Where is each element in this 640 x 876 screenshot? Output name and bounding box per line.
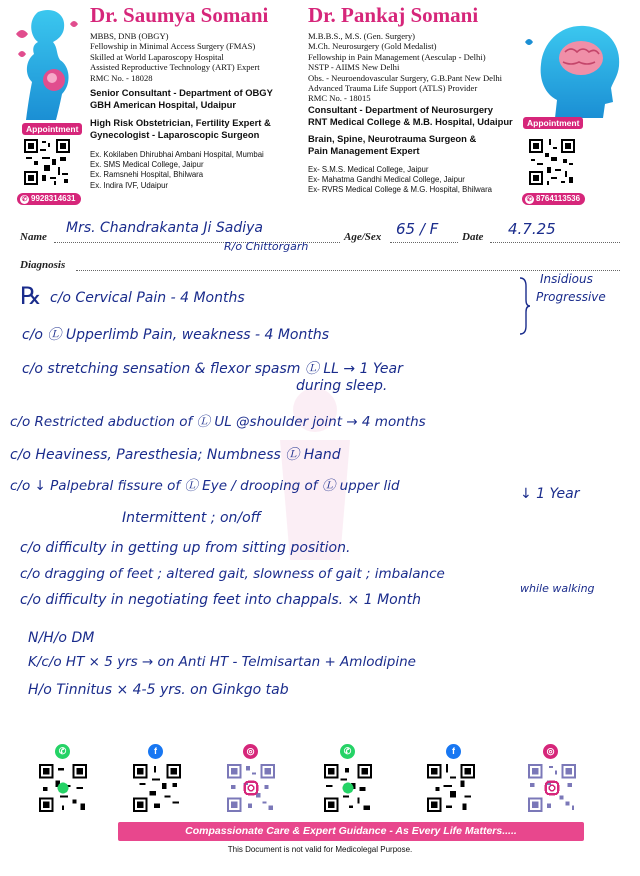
diagnosis-line — [76, 270, 620, 271]
phone-icon: ✆ — [526, 196, 533, 203]
right-doctor-position — [308, 104, 513, 127]
prescription-line: ↓ 1 Year — [520, 486, 580, 502]
specialty-line: Brain, Spine, Neurotrauma Surgeon & — [308, 133, 477, 144]
name-residence: R/o Chittorgarh — [224, 240, 309, 253]
experience-line: Ex- RVRS Medical College & M.G. Hospital, Bhilwara — [308, 185, 493, 195]
specialty-line: Gynecologist - Laparoscopic Surgeon — [90, 128, 260, 140]
date-label: Date — [462, 231, 484, 243]
prescription-line: c/o dragging of feet ; altered gait, slowness of gait ; imbalance — [20, 566, 445, 582]
prescription-line: during sleep. — [296, 378, 388, 394]
side-note-line: Insidious — [540, 272, 593, 286]
age-sex-label: Age/Sex — [344, 231, 382, 243]
left-doctor-position — [90, 87, 273, 110]
credential-line: Skilled at World Laparoscopy Hospital — [90, 51, 224, 62]
right-doctor-credentials — [308, 31, 502, 104]
facebook-qr-code[interactable] — [131, 762, 183, 814]
prescription-line: K/c/o HT × 5 yrs → on Anti HT - Telmisartan + Amlodipine — [28, 654, 416, 670]
prescription-line: c/o ↓ Palpebral fissure of Ⓛ Eye / drooping of Ⓛ upper lid — [10, 478, 400, 494]
experience-line: Ex- Mahatma Gandhi Medical College, Jaipur — [308, 175, 465, 185]
right-doctor-specialty — [308, 133, 476, 156]
instagram-icon: ◎ — [543, 744, 558, 759]
prescription-line: Intermittent ; on/off — [122, 510, 261, 526]
credential-line: Advanced Trauma Life Support (ATLS) Provider — [308, 83, 478, 94]
left-doctor-specialty — [90, 117, 271, 140]
footer-disclaimer: This Document is not valid for Medicolegal Purpose. — [227, 845, 413, 854]
pregnancy-illustration — [8, 4, 88, 120]
rx-symbol: ℞ — [20, 282, 42, 310]
instagram-qr-code[interactable] — [225, 762, 277, 814]
prescription-line: H/o Tinnitus × 4-5 yrs. on Ginkgo tab — [28, 682, 289, 698]
credential-line: MBBS, DNB (OBGY) — [90, 31, 169, 41]
watermark-figure — [250, 380, 380, 560]
left-doctor-credentials — [90, 31, 260, 83]
experience-line: Ex. Indira IVF, Udaipur — [90, 180, 169, 190]
left-doctor-experience — [90, 150, 264, 191]
prescription-line: c/o difficulty in negotiating feet into chappals. × 1 Month — [20, 592, 421, 608]
credential-line: Obs. - Neuroendovascular Surgery, G.B.Pant New Delhi — [308, 72, 503, 83]
credential-line: M.Ch. Neurosurgery (Gold Medalist) — [308, 41, 437, 52]
credential-line: Fellowship in Minimal Access Surgery (FMAS) — [90, 41, 256, 52]
left-appointment-label: Appointment — [22, 123, 82, 135]
prescription-line: c/o Restricted abduction of Ⓛ UL @shoulder joint → 4 months — [10, 414, 426, 430]
credential-line: M.B.B.S., M.S. (Gen. Surgery) — [308, 31, 416, 41]
right-doctor-experience — [308, 165, 492, 196]
position-line: GBH American Hospital, Udaipur — [90, 98, 237, 110]
position-line: RNT Medical College & M.B. Hospital, Udaipur — [308, 115, 513, 127]
footer-tagline: Compassionate Care & Expert Guidance - As Every Life Matters..... — [118, 822, 584, 841]
prescription-line: N/H/o DM — [28, 630, 95, 646]
facebook-qr-code[interactable] — [425, 762, 477, 814]
left-appointment-qr-code[interactable] — [22, 137, 72, 187]
age-sex-line — [390, 242, 458, 243]
whatsapp-icon: ✆ — [55, 744, 70, 759]
phone-icon: ✆ — [21, 196, 28, 203]
whatsapp-qr-code[interactable] — [322, 762, 374, 814]
credential-line: NSTP - AIIMS New Delhi — [308, 62, 400, 73]
prescription-line: c/o stretching sensation & flexor spasm Ⓛ LL → 1 Year — [22, 361, 403, 377]
specialty-line: High Risk Obstetrician, Fertility Expert & — [90, 117, 271, 128]
credential-line: RMC No. - 18028 — [90, 72, 153, 83]
date-value: 4.7.25 — [508, 220, 556, 238]
experience-line: Ex. Ramsnehi Hospital, Bhilwara — [90, 170, 204, 180]
prescription-line: c/o Cervical Pain - 4 Months — [50, 290, 245, 306]
whatsapp-qr-code[interactable] — [37, 762, 89, 814]
prescription-line: c/o Ⓛ Upperlimb Pain, weakness - 4 Months — [22, 327, 330, 343]
prescription-line: while walking — [520, 582, 595, 595]
specialty-line: Pain Management Expert — [308, 144, 420, 156]
whatsapp-icon: ✆ — [340, 744, 355, 759]
facebook-icon: f — [446, 744, 461, 759]
instagram-icon: ◎ — [243, 744, 258, 759]
date-line — [490, 242, 620, 243]
credential-line: Assisted Reproductive Technology (ART) Expert — [90, 62, 260, 73]
right-phone-number: 8764113536 — [536, 194, 581, 203]
age-sex-value: 65 / F — [396, 220, 439, 238]
credential-line: RMC No. - 18015 — [308, 93, 371, 104]
brain-head-illustration — [515, 22, 625, 118]
side-brace — [518, 276, 530, 336]
side-note-line: Progressive — [536, 290, 606, 304]
experience-line: Ex. Kokilaben Dhirubhai Ambani Hospital, Mumbai — [90, 150, 264, 159]
prescription-line: c/o difficulty in getting up from sitting position. — [20, 540, 351, 556]
name-label: Name — [20, 231, 47, 243]
right-doctor-name: Dr. Pankaj Somani — [308, 3, 479, 27]
experience-line: Ex. SMS Medical College, Jaipur — [90, 160, 204, 170]
instagram-qr-code[interactable] — [526, 762, 578, 814]
right-appointment-qr-code[interactable] — [527, 137, 577, 187]
left-phone-number: 9928314631 — [31, 194, 76, 203]
position-line: Senior Consultant - Department of OBGY — [90, 87, 273, 98]
right-phone-badge[interactable] — [522, 193, 585, 205]
diagnosis-label: Diagnosis — [20, 259, 66, 271]
prescription-line: c/o Heaviness, Paresthesia; Numbness Ⓛ Hand — [10, 447, 341, 463]
name-value: Mrs. Chandrakanta Ji Sadiya — [66, 220, 264, 236]
facebook-icon: f — [148, 744, 163, 759]
left-phone-badge[interactable] — [17, 193, 81, 205]
position-line: Consultant - Department of Neurosurgery — [308, 104, 493, 115]
credential-line: Fellowship in Pain Management (Aesculap - Delhi) — [308, 51, 486, 62]
left-doctor-name: Dr. Saumya Somani — [90, 3, 269, 27]
experience-line: Ex- S.M.S. Medical College, Jaipur — [308, 165, 429, 174]
right-appointment-label: Appointment — [523, 117, 583, 129]
